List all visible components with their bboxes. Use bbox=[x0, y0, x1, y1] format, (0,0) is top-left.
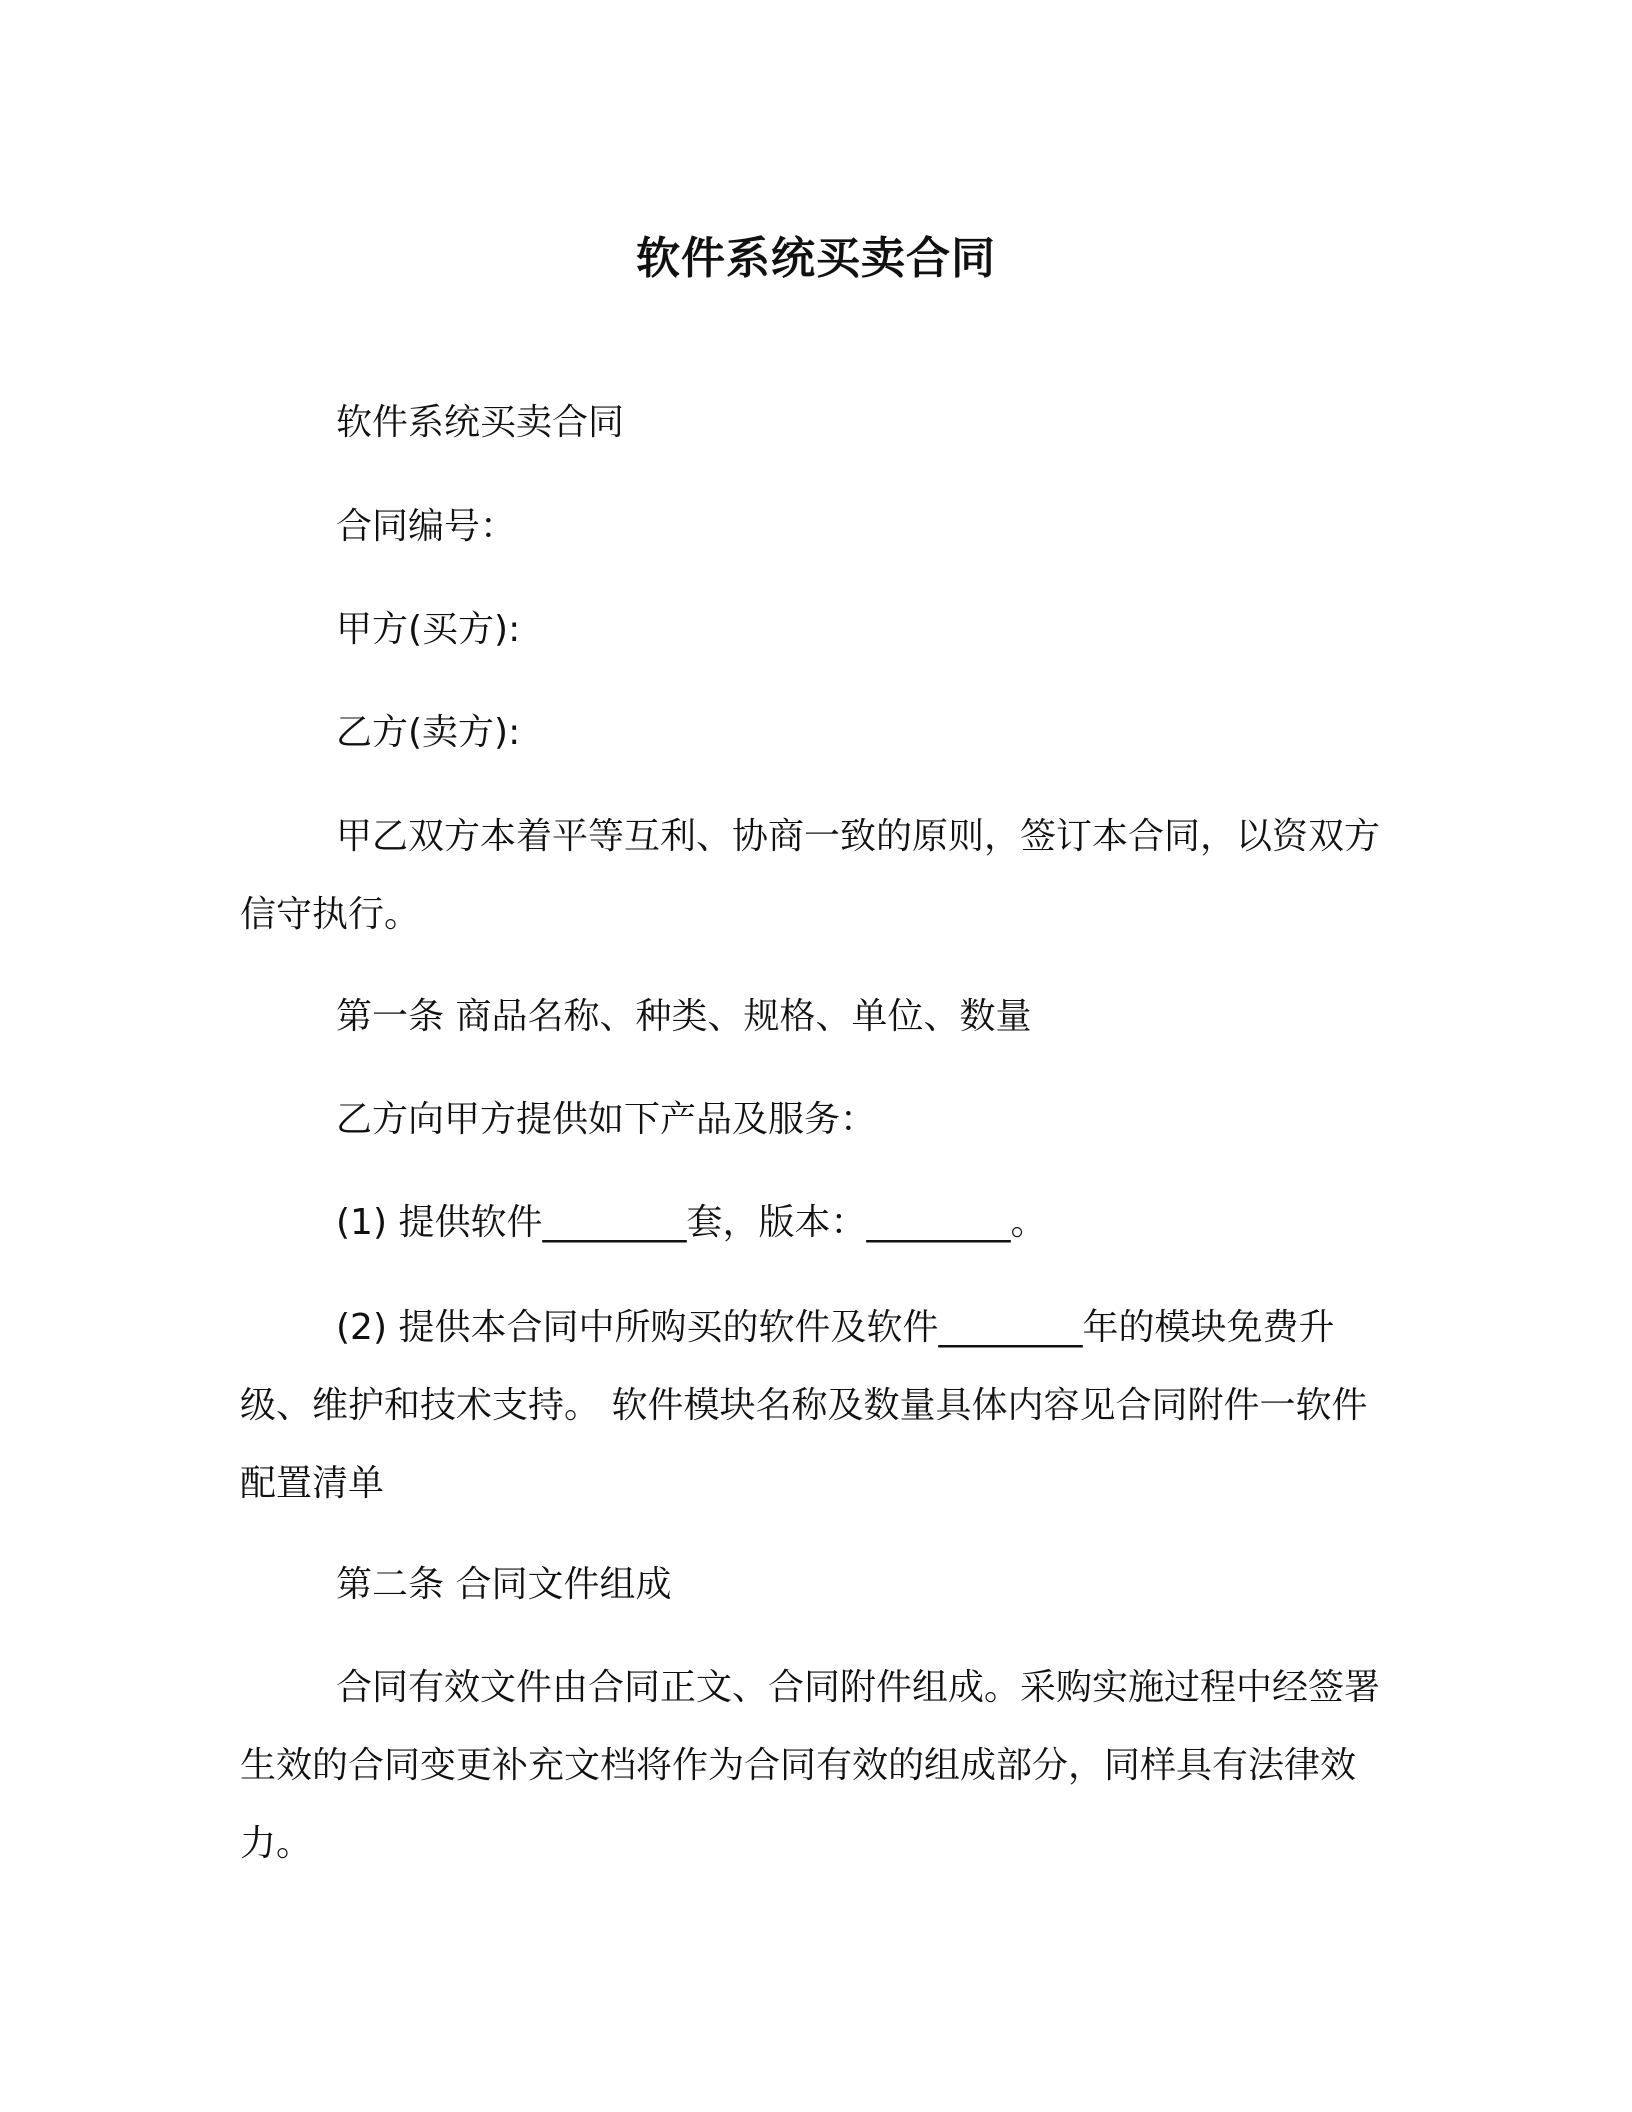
paragraph-item-2: (2) 提供本合同中所购买的软件及软件________年的模块免费升级、维护和技术支持。 软件模块名称及数量具体内容见合同附件一软件配置清单 bbox=[240, 1307, 1368, 1504]
paragraph-party-a: 甲方(买方): bbox=[336, 609, 521, 650]
paragraph-preamble: 甲乙双方本着平等互利、协商一致的原则，签订本合同，以资双方信守执行。 bbox=[240, 816, 1381, 935]
heading-article-2: 第二条 合同文件组成 bbox=[336, 1564, 672, 1605]
document-title: 软件系统买卖合同 bbox=[636, 233, 996, 284]
heading-article-1: 第一条 商品名称、种类、规格、单位、数量 bbox=[336, 996, 1032, 1037]
paragraph-contract-number: 合同编号： bbox=[336, 506, 517, 547]
paragraph-party-b: 乙方(卖方): bbox=[336, 712, 521, 753]
paragraph-products-intro: 乙方向甲方提供如下产品及服务： bbox=[336, 1099, 877, 1140]
paragraph-item-1: (1) 提供软件________套，版本：________。 bbox=[336, 1202, 1047, 1243]
paragraph-contract-documents: 合同有效文件由合同正文、合同附件组成。采购实施过程中经签署生效的合同变更补充文档将作为合同有效的组成部分，同样具有法律效力。 bbox=[240, 1667, 1381, 1864]
paragraph-contract-name: 软件系统买卖合同 bbox=[336, 402, 625, 443]
